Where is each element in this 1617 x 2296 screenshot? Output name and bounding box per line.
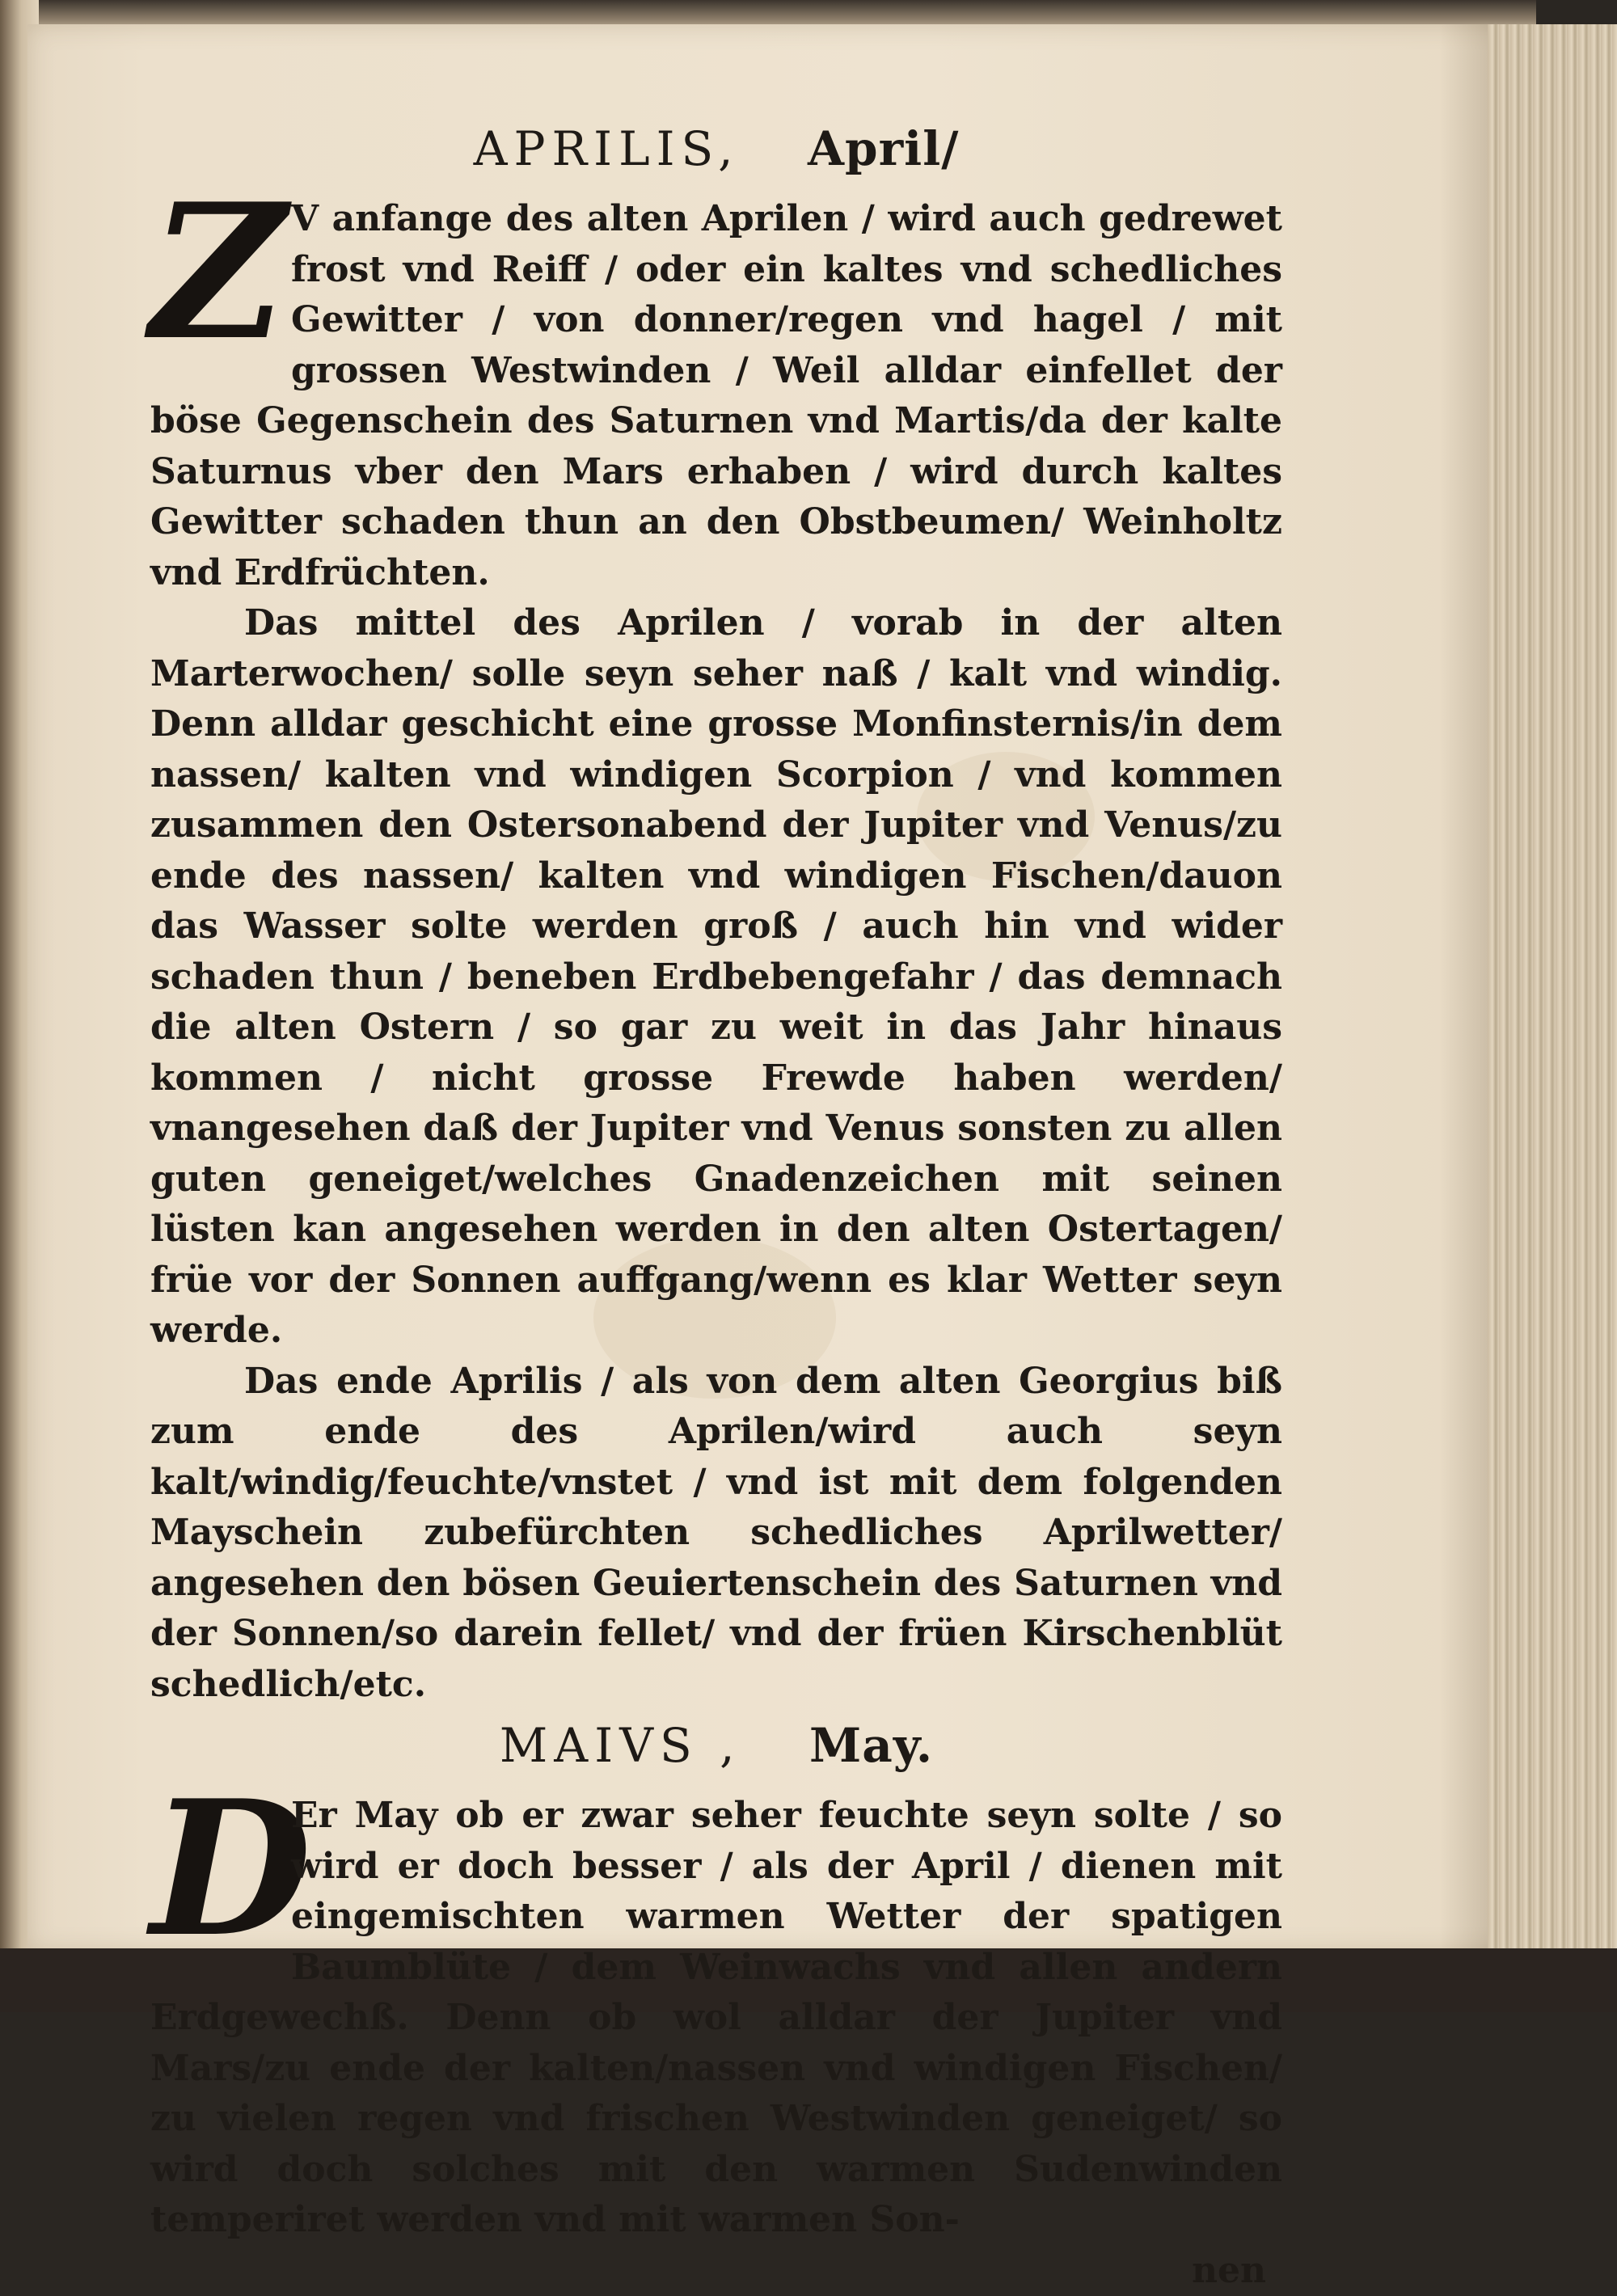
april-heading: [150, 121, 1282, 176]
page-stack-edge: [1488, 24, 1617, 1952]
april-initial-letter: Z: [150, 196, 280, 349]
april-heading-german: April/: [808, 121, 959, 176]
may-heading-latin: MAIVS ,: [500, 1718, 741, 1773]
may-paragraph-1-text: Er May ob er zwar seher feuchte seyn solte / so wird er doch besser / als der April / dienen mit eingemischten warmen Wetter der spatigen Baumblüte / dem Weinwachs vnd allen andern Erdgewechß. Denn ob wol alldar der Jupiter vnd Mars/zu ende der kalten/nassen vnd windigen Fischen/ zu vielen regen vnd frischen Westwinden geneiget/ so wird doch solches mit den warmen Sudenwinden temperiret werden vnd mit warmen Son-: [150, 1795, 1282, 2240]
page-text: [150, 121, 1282, 2296]
april-paragraph-2: Das mittel des Aprilen / vorab in der alten Marterwochen/ solle seyn seher naß / kalt vnd windig. Denn alldar geschicht eine grosse Monfinsternis/in dem nassen/ kalten vnd windigen Scorpion / vnd kommen zusammen den Ostersonabend der Jupiter vnd Venus/zu ende des nassen/ kalten vnd windigen Fischen/dauon das Wasser solte werden groß / auch hin vnd wider schaden thun / beneben Erdbebengefahr / das demnach die alten Ostern / so gar zu weit in das Jahr hinaus kommen / nicht grosse Frewde haben werden/ vnangesehen daß der Jupiter vnd Venus sonsten zu allen guten geneiget/welches Gnadenzeichen mit seinen lüsten kan angesehen werden in den alten Ostertagen/ früe vor der Sonnen auffgang/wenn es klar Wetter seyn werde.: [150, 598, 1282, 1357]
may-paragraph-1: [150, 1791, 1282, 2246]
may-initial-letter: D: [150, 1792, 280, 1946]
may-heading: [150, 1718, 1282, 1773]
april-paragraph-1: [150, 194, 1282, 598]
april-paragraph-3: Das ende Aprilis / als von dem alten Georgius biß zum ende des Aprilen/wird auch seyn kalt/windig/feuchte/vnstet / vnd ist mit dem folgenden Mayschein zubefürchten schedliches Aprilwetter/ angesehen den bösen Geuiertenschein des Saturnen vnd der Sonnen/so darein fellet/ vnd der früen Kirschenblüt schedlich/etc.: [150, 1357, 1282, 1711]
may-heading-german: May.: [809, 1718, 933, 1773]
catchword: nen: [150, 2246, 1282, 2296]
april-heading-latin: APRILIS,: [474, 121, 740, 176]
april-paragraph-1-text: V anfange des alten Aprilen / wird auch gedrewet frost vnd Reiff / oder ein kaltes vnd schedliches Gewitter / von donner/regen vnd hagel / mit grossen Westwinden / Weil alldar einfellet der böse Gegenschein des Saturnen vnd Martis/da der kalte Saturnus vber den Mars erhaben / wird durch kaltes Gewitter schaden thun an den Obstbeumen/ Weinholtz vnd Erdfrüchten.: [150, 198, 1282, 593]
